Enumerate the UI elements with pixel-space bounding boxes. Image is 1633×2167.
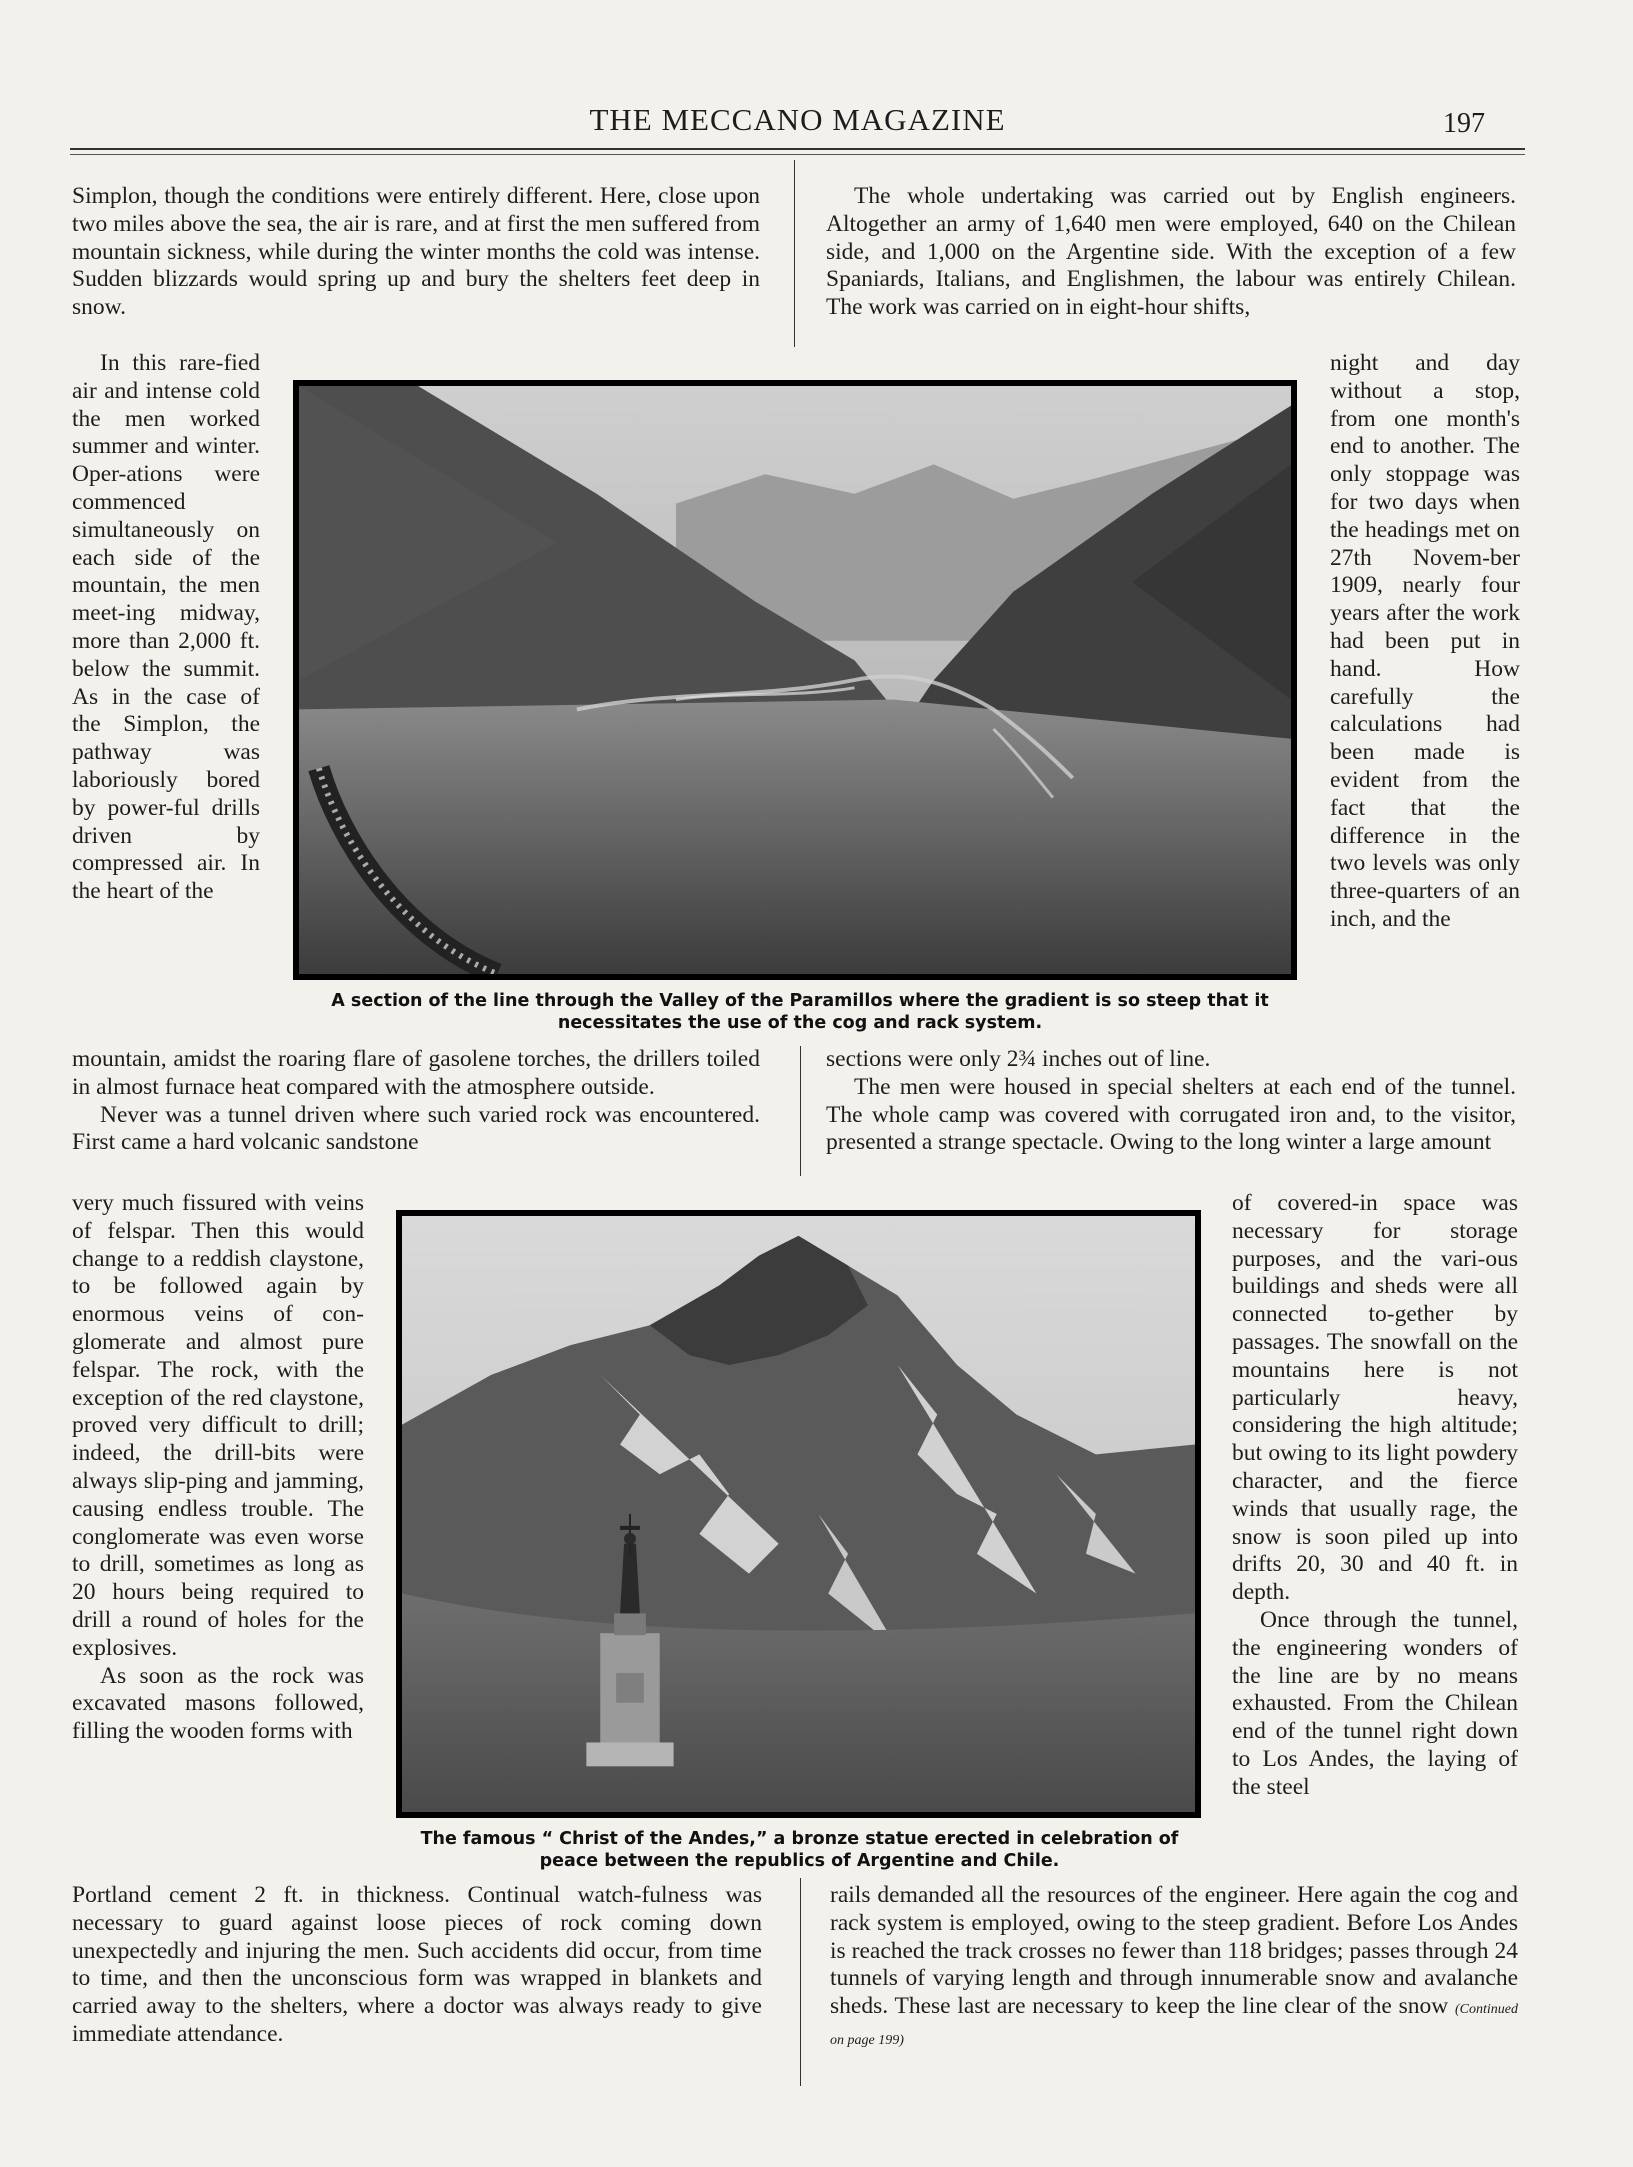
continued-on-page-link[interactable]: (Continued on page 199) <box>830 2002 1519 2048</box>
valley-photo-image <box>299 386 1291 974</box>
page-number: 197 <box>1443 108 1485 139</box>
left-narrow-column-2: very much fissured with veins of felspar. Then this would change to a reddish claystone, to be followed again by enormous veins of con-glomerate and almost pure felspar. The rock, with the exception of the red claystone, proved very difficult to drill; indeed, the drill-bits were always slip-ping and jamming, causing endless trouble. The conglomerate was even worse to drill, sometimes as long as 20 hours being required to drill a round of holes for the explosives. As soon as the rock was excavated masons followed, filling the wooden forms with <box>72 1190 364 1745</box>
right-narrow-column-2: of covered-in space was necessary for storage purposes, and the vari-ous buildings and sheds were all connected to-gether by passages. The snowfall on the mountains here is not particularly heavy, considering the high altitude; but owing to its light powdery character, and the fierce winds that usually rage, the snow is soon piled up into drifts 20, 30 and 40 ft. in depth. Once through the tunnel, the engineering wonders of the line are by no means exhausted. From the Chilean end of the tunnel right down to Los Andes, the laying of the steel <box>1232 1190 1518 1800</box>
right-column-top: The whole undertaking was carried out by English engineers. Altogether an army of 1,640 men were employed, 640 on the Chilean side, and 1,000 on the Argentine side. With the exception of a few Spaniards, Italians, and Englishmen, the labour was entirely Chilean. The work was carried on in eight-hour shifts, <box>826 183 1516 321</box>
magazine-title: THE MECCANO MAGAZINE <box>589 102 1006 137</box>
left-column-top: Simplon, though the conditions were entirely different. Here, close upon two miles above the sea, the air is rare, and at first the men suffered from mountain sickness, while during the winter months the cold was intense. Sudden blizzards would spring up and bury the shelters feet deep in snow. <box>72 183 760 321</box>
valley-photo-caption: A section of the line through the Valley of the Paramillos where the gradient is so steep that it necessitates the use of the cog and rack system. <box>331 991 1269 1033</box>
right-narrow-column-1: night and day without a stop, from one month's end to another. The only stoppage was for two days when the headings met on 27th Novem-ber 1909, nearly four years after the work had been put in hand. How carefully the calculations had been made is evident from the fact that the difference in the two levels was only three-quarters of an inch, and the <box>1330 350 1520 932</box>
christ-of-the-andes-caption: The famous “ Christ of the Andes,” a bronze statue erected in celebration of peace between the republics of Argentine and Chile. <box>420 1829 1179 1871</box>
column-divider <box>794 160 795 347</box>
right-column-mid: sections were only 2¾ inches out of line. The men were housed in special shelters at each end of the tunnel. The whole camp was covered with corrugated iron and, to the visitor, presented a strange spectacle. Owing to the long winter a large amount <box>826 1046 1516 1156</box>
christ-of-the-andes-photo-image <box>402 1216 1195 1812</box>
header-rule-thin <box>70 154 1525 155</box>
left-column-bottom: Portland cement 2 ft. in thickness. Continual watch-fulness was necessary to guard against loose pieces of rock coming down unexpectedly and injuring the men. Such accidents did occur, from time to time, and then the unconscious form was wrapped in blankets and carried away to the shelters, where a doctor was always ready to give immediate attendance. <box>72 1882 762 2047</box>
right-column-bottom-text: rails demanded all the resources of the engineer. Here again the cog and rack system is employed, owing to the steep gradient. Before Los Andes is reached the track crosses no fewer than 118 bridges; passes through 24 tunnels of varying length and through innumerable snow and avalanche sheds. These last are necessary to keep the line clear of the snow <box>830 1882 1518 2020</box>
valley-photo <box>293 380 1297 980</box>
running-header <box>70 100 1525 145</box>
header-rule <box>70 148 1525 150</box>
left-narrow-column-1: In this rare-fied air and intense cold the men worked summer and winter. Oper-ations were commenced simultaneously on each side of the mountain, the men meet-ing midway, more than 2,000 ft. below the summit. As in the case of the Simplon, the pathway was laboriously bored by power-ful drills driven by compressed air. In the heart of the <box>72 350 260 905</box>
column-divider <box>800 1046 801 1176</box>
left-column-mid: mountain, amidst the roaring flare of gasolene torches, the drillers toiled in almost furnace heat compared with the atmosphere outside. Never was a tunnel driven where such varied rock was encountered. First came a hard volcanic sandstone <box>72 1046 760 1156</box>
right-column-bottom <box>830 1882 1518 2055</box>
christ-of-the-andes-photo <box>396 1210 1201 1818</box>
column-divider <box>800 1878 801 2086</box>
